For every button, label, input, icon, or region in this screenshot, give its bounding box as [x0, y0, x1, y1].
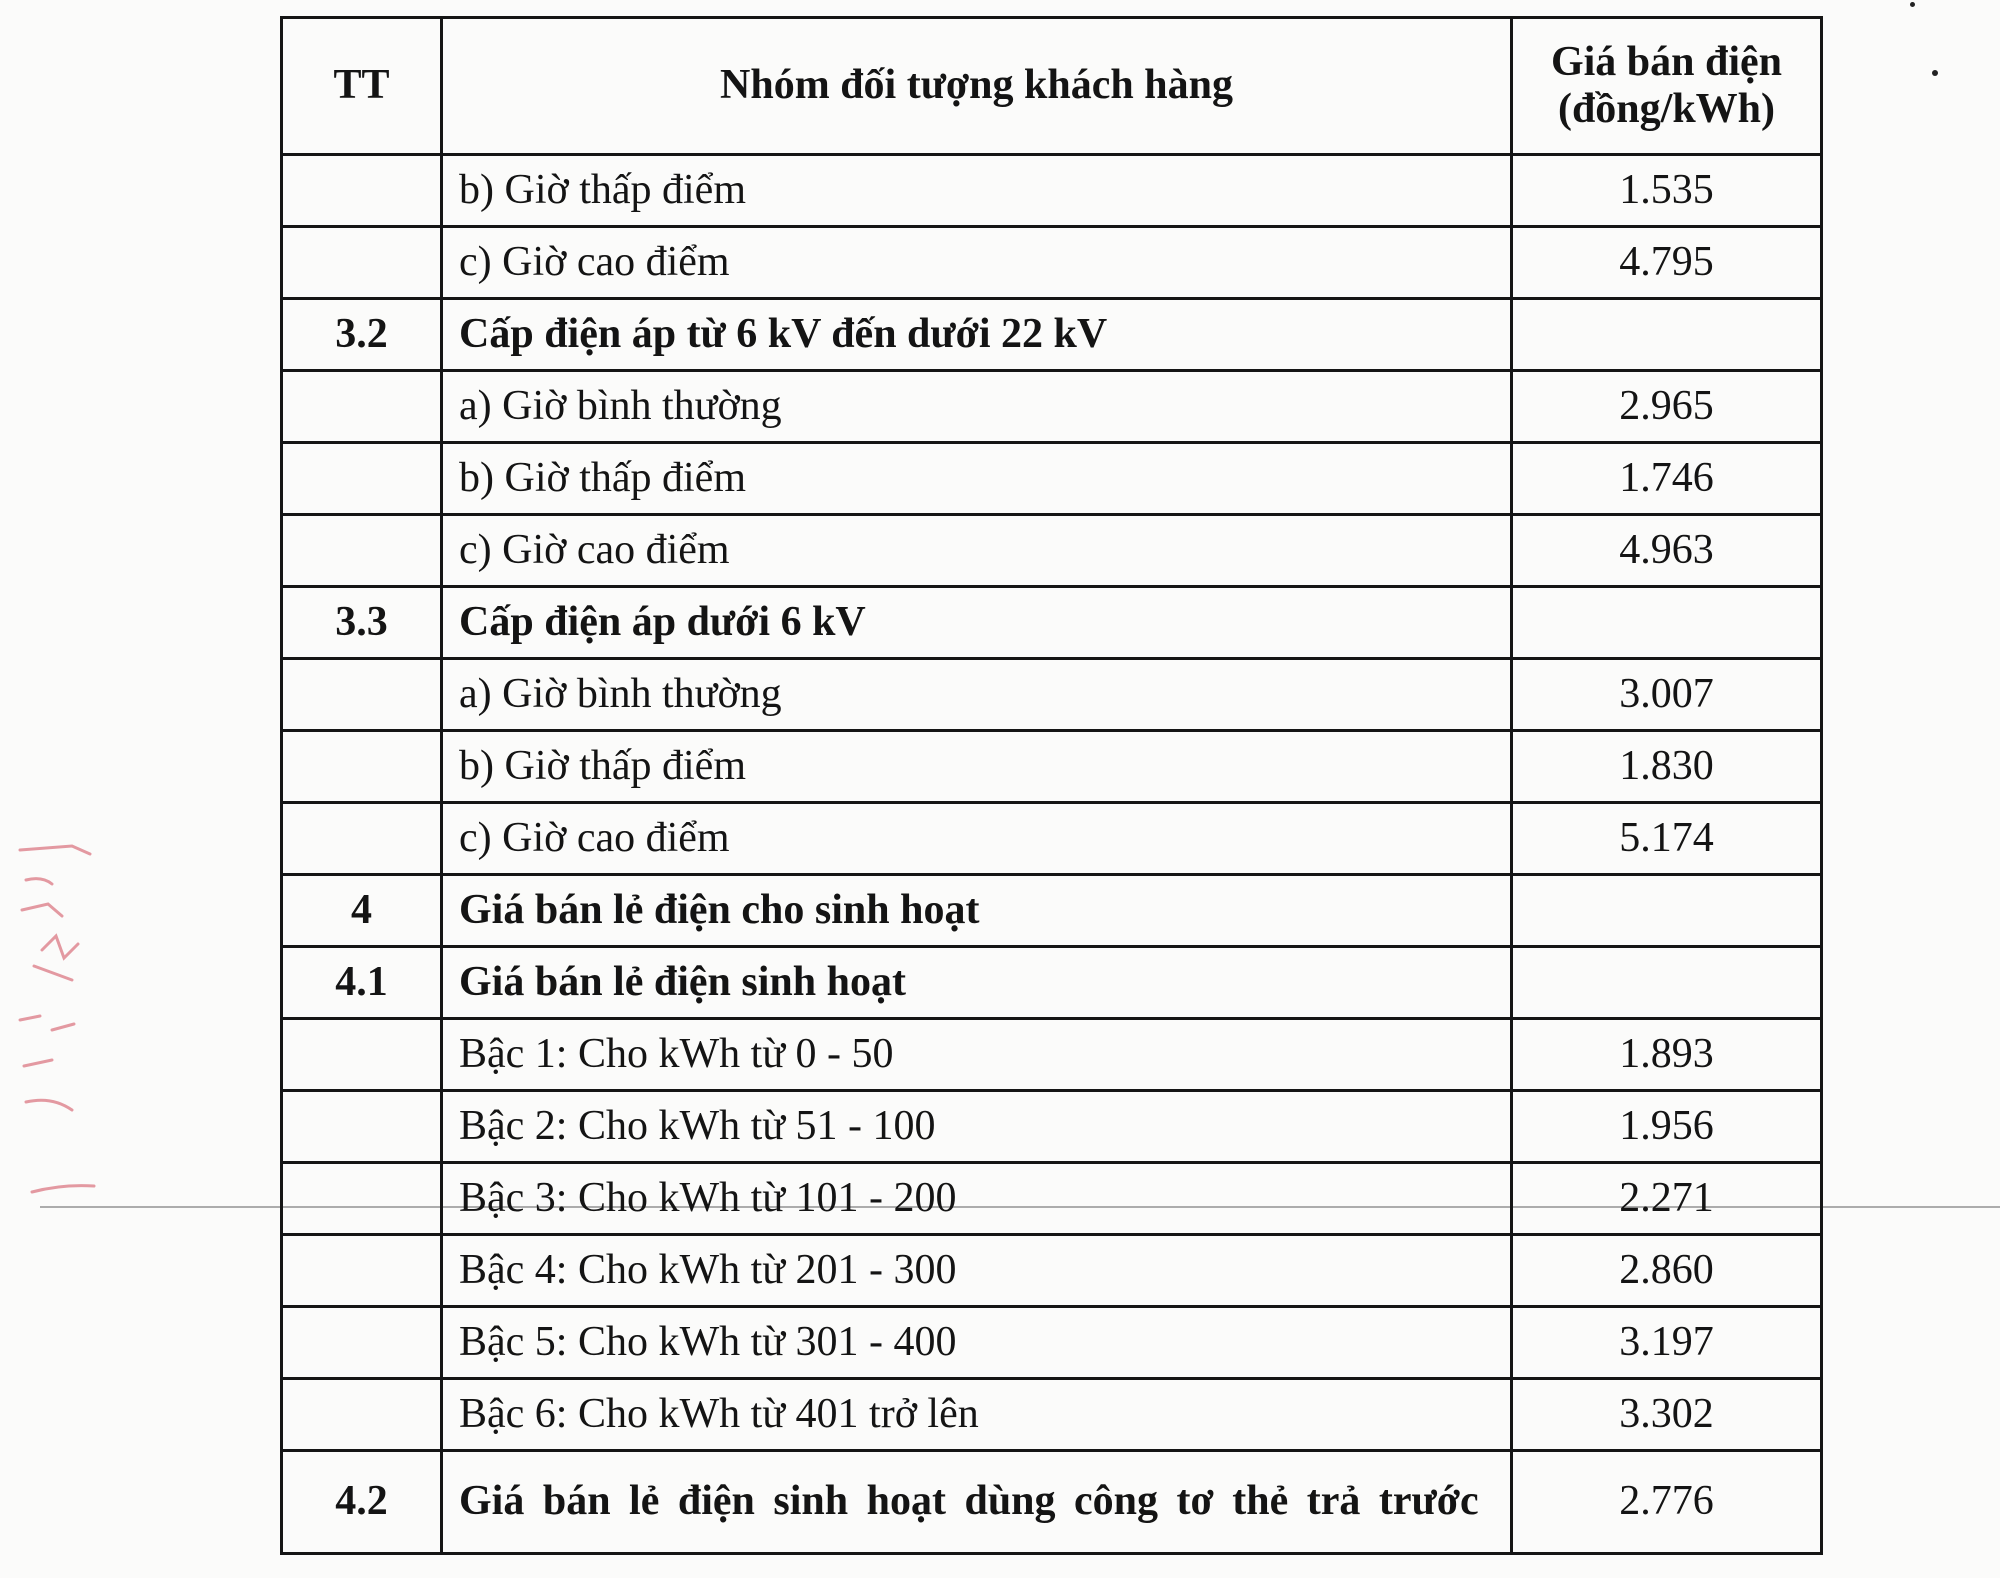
row-group: Bậc 4: Cho kWh từ 201 - 300	[442, 1235, 1512, 1307]
row-tt	[282, 1019, 442, 1091]
row-price: 3.007	[1512, 659, 1822, 731]
row-tt: 3.2	[282, 299, 442, 371]
row-price: 3.197	[1512, 1307, 1822, 1379]
table-row	[282, 515, 1822, 587]
row-group: c) Giờ cao điểm	[442, 227, 1512, 299]
table-row-section	[282, 1451, 1822, 1554]
table-header	[282, 18, 1822, 155]
table-body	[282, 155, 1822, 1554]
table-row-section	[282, 875, 1822, 947]
row-group: Giá bán lẻ điện cho sinh hoạt	[442, 875, 1512, 947]
row-group: Bậc 6: Cho kWh từ 401 trở lên	[442, 1379, 1512, 1451]
row-price: 3.302	[1512, 1379, 1822, 1451]
table-row	[282, 1019, 1822, 1091]
row-group: c) Giờ cao điểm	[442, 515, 1512, 587]
table-row	[282, 659, 1822, 731]
header-price	[1512, 18, 1822, 155]
red-stamp-fragment	[12, 840, 102, 1200]
row-tt	[282, 227, 442, 299]
row-price: 5.174	[1512, 803, 1822, 875]
row-price	[1512, 947, 1822, 1019]
row-price	[1512, 587, 1822, 659]
row-group: Cấp điện áp từ 6 kV đến dưới 22 kV	[442, 299, 1512, 371]
row-group: a) Giờ bình thường	[442, 371, 1512, 443]
table-row	[282, 1163, 1822, 1235]
row-tt	[282, 1235, 442, 1307]
table-row	[282, 1307, 1822, 1379]
row-tt	[282, 803, 442, 875]
table-row	[282, 227, 1822, 299]
row-group: b) Giờ thấp điểm	[442, 155, 1512, 227]
row-tt	[282, 1379, 442, 1451]
table-row	[282, 443, 1822, 515]
row-price: 2.965	[1512, 371, 1822, 443]
row-tt	[282, 1163, 442, 1235]
row-price: 4.795	[1512, 227, 1822, 299]
row-price: 2.271	[1512, 1163, 1822, 1235]
row-price: 1.746	[1512, 443, 1822, 515]
row-tt	[282, 1091, 442, 1163]
row-tt	[282, 515, 442, 587]
header-group: Nhóm đối tượng khách hàng	[442, 18, 1512, 155]
table-row	[282, 1379, 1822, 1451]
row-group: Bậc 3: Cho kWh từ 101 - 200	[442, 1163, 1512, 1235]
row-price	[1512, 299, 1822, 371]
table-row	[282, 371, 1822, 443]
row-price: 1.893	[1512, 1019, 1822, 1091]
row-tt	[282, 731, 442, 803]
row-group: Cấp điện áp dưới 6 kV	[442, 587, 1512, 659]
row-group: c) Giờ cao điểm	[442, 803, 1512, 875]
row-group: b) Giờ thấp điểm	[442, 731, 1512, 803]
row-group: Giá bán lẻ điện sinh hoạt	[442, 947, 1512, 1019]
header-price-line1: Giá bán điện	[1550, 38, 1783, 85]
dust-speck	[1910, 2, 1915, 7]
table-row-section	[282, 587, 1822, 659]
row-price: 1.956	[1512, 1091, 1822, 1163]
row-tt	[282, 371, 442, 443]
row-group: b) Giờ thấp điểm	[442, 443, 1512, 515]
row-price: 4.963	[1512, 515, 1822, 587]
table-row	[282, 803, 1822, 875]
table-row	[282, 155, 1822, 227]
table-row-section	[282, 299, 1822, 371]
row-group: Bậc 2: Cho kWh từ 51 - 100	[442, 1091, 1512, 1163]
row-tt	[282, 155, 442, 227]
row-group: Giá bán lẻ điện sinh hoạt dùng công tơ thẻ trả trước	[442, 1451, 1512, 1554]
row-tt: 4.1	[282, 947, 442, 1019]
table-row	[282, 1091, 1822, 1163]
row-tt	[282, 659, 442, 731]
row-tt: 4.2	[282, 1451, 442, 1554]
row-price: 2.860	[1512, 1235, 1822, 1307]
row-price: 2.776	[1512, 1451, 1822, 1554]
row-tt: 3.3	[282, 587, 442, 659]
row-price: 1.535	[1512, 155, 1822, 227]
table-row	[282, 731, 1822, 803]
row-tt: 4	[282, 875, 442, 947]
row-tt	[282, 443, 442, 515]
row-group: a) Giờ bình thường	[442, 659, 1512, 731]
row-group: Bậc 1: Cho kWh từ 0 - 50	[442, 1019, 1512, 1091]
table-row	[282, 1235, 1822, 1307]
row-group: Bậc 5: Cho kWh từ 301 - 400	[442, 1307, 1512, 1379]
header-tt: TT	[282, 18, 442, 155]
header-price-line2: (đồng/kWh)	[1557, 86, 1776, 132]
price-table	[280, 16, 1823, 1555]
row-price	[1512, 875, 1822, 947]
table-row-section	[282, 947, 1822, 1019]
dust-speck	[1932, 70, 1938, 76]
row-price: 1.830	[1512, 731, 1822, 803]
row-tt	[282, 1307, 442, 1379]
